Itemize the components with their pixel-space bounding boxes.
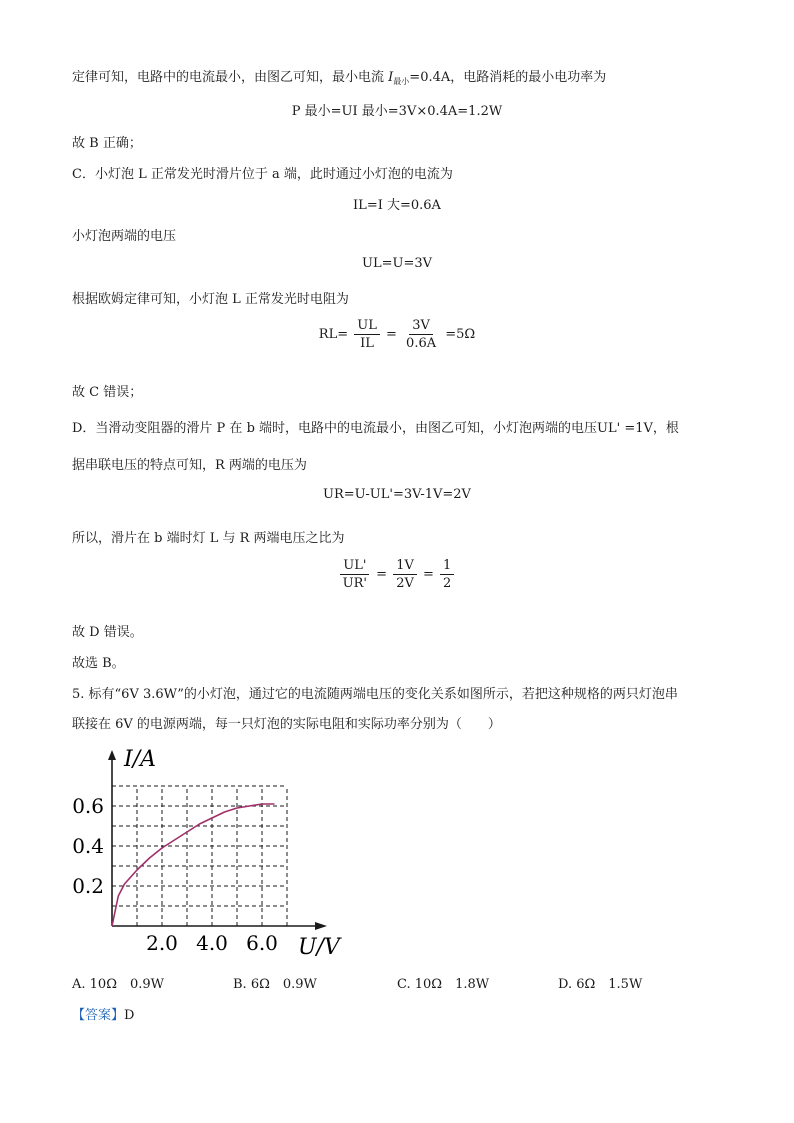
question-5-line: 5. 标有“6V 3.6W”的小灯泡，通过它的电流随两端电压的变化关系如图所示，若把这种规格的两只灯泡串 [72,687,678,702]
text-line: 所以，滑片在 b 端时灯 L 与 R 两端电压之比为 [72,531,345,546]
answer-tag: 【答案】 [72,1008,125,1023]
choice-b[interactable]: B. 6Ω 0.9W [233,977,317,992]
y-tick-label: 0.4 [72,834,104,858]
text-line: 据串联电压的特点可知，R 两端的电压为 [72,458,307,473]
fraction: $\frac{UL'}{UR'}$ [340,558,370,591]
text-line: C．小灯泡 L 正常发光时滑片位于 a 端，此时通过小灯泡的电流为 [72,167,453,182]
answer-line [72,1004,134,1023]
x-tick-label: 4.0 [196,931,228,955]
equation-voltage: UL=U=3V [362,256,432,271]
y-axis-arrow [108,750,116,760]
choice-a[interactable]: A. 10Ω 0.9W [72,977,165,992]
equation-ratio: $\frac{UL'}{UR'}$ = $\frac{1V}{2V}$ = $\frac{1}{2}$ [0,558,794,591]
fraction: $\frac{1}{2}$ [440,558,454,591]
text-line: 小灯泡两端的电压 [72,229,177,244]
equation-current: IL=I 大=0.6A [353,198,441,213]
fraction: $\frac{1V}{2V}$ [393,558,417,591]
choice-c[interactable]: C. 10Ω 1.8W [397,977,490,992]
text-line: 故选 B。 [72,656,125,671]
text-line: 故 B 正确； [72,136,142,151]
equation-resistor-voltage: UR=U-UL'=3V-1V=2V [323,487,471,502]
equation-power: P 最小=UI 最小=3V×0.4A=1.2W [291,104,503,119]
equation-resistance: RL= $\frac{UL}{IL}$ = $\frac{3V}{0.6A}$ =5Ω [318,318,476,351]
series-line [112,804,275,926]
iu-chart [66,744,356,960]
x-axis-label: U/V [298,935,340,960]
text-line: 故 D 错误。 [72,625,143,640]
fraction: $\frac{3V}{0.6A}$ [406,318,437,351]
x-tick-label: 2.0 [146,931,178,955]
y-axis-label: I/A [124,747,156,772]
choice-d[interactable]: D. 6Ω 1.5W [558,977,643,992]
x-tick-label: 6.0 [246,931,278,955]
fraction: $\frac{UL}{IL}$ [354,318,380,351]
text-line: 根据欧姆定律可知，小灯泡 L 正常发光时电阻为 [72,292,349,307]
x-axis-arrow [315,922,327,930]
y-tick-label: 0.6 [72,794,104,818]
y-tick-label: 0.2 [72,874,104,898]
text-line: D．当滑动变阻器的滑片 P 在 b 端时，电路中的电流最小，由图乙可知，小灯泡两端的电压UL' =1V，根 [72,421,679,436]
answer-value: D [124,1008,135,1023]
question-5-line: 联接在 6V 的电源两端，每一只灯泡的实际电阻和实际功率分别为（ ） [72,717,501,732]
current-symbol: I [388,70,394,85]
text-line: 故 C 错误； [72,385,143,400]
text-line: 定律可知，电路中的电流最小，由图乙可知，最小电流 $I_{最小}=0.4A$，电路消耗的最小电功率为 [72,70,607,86]
